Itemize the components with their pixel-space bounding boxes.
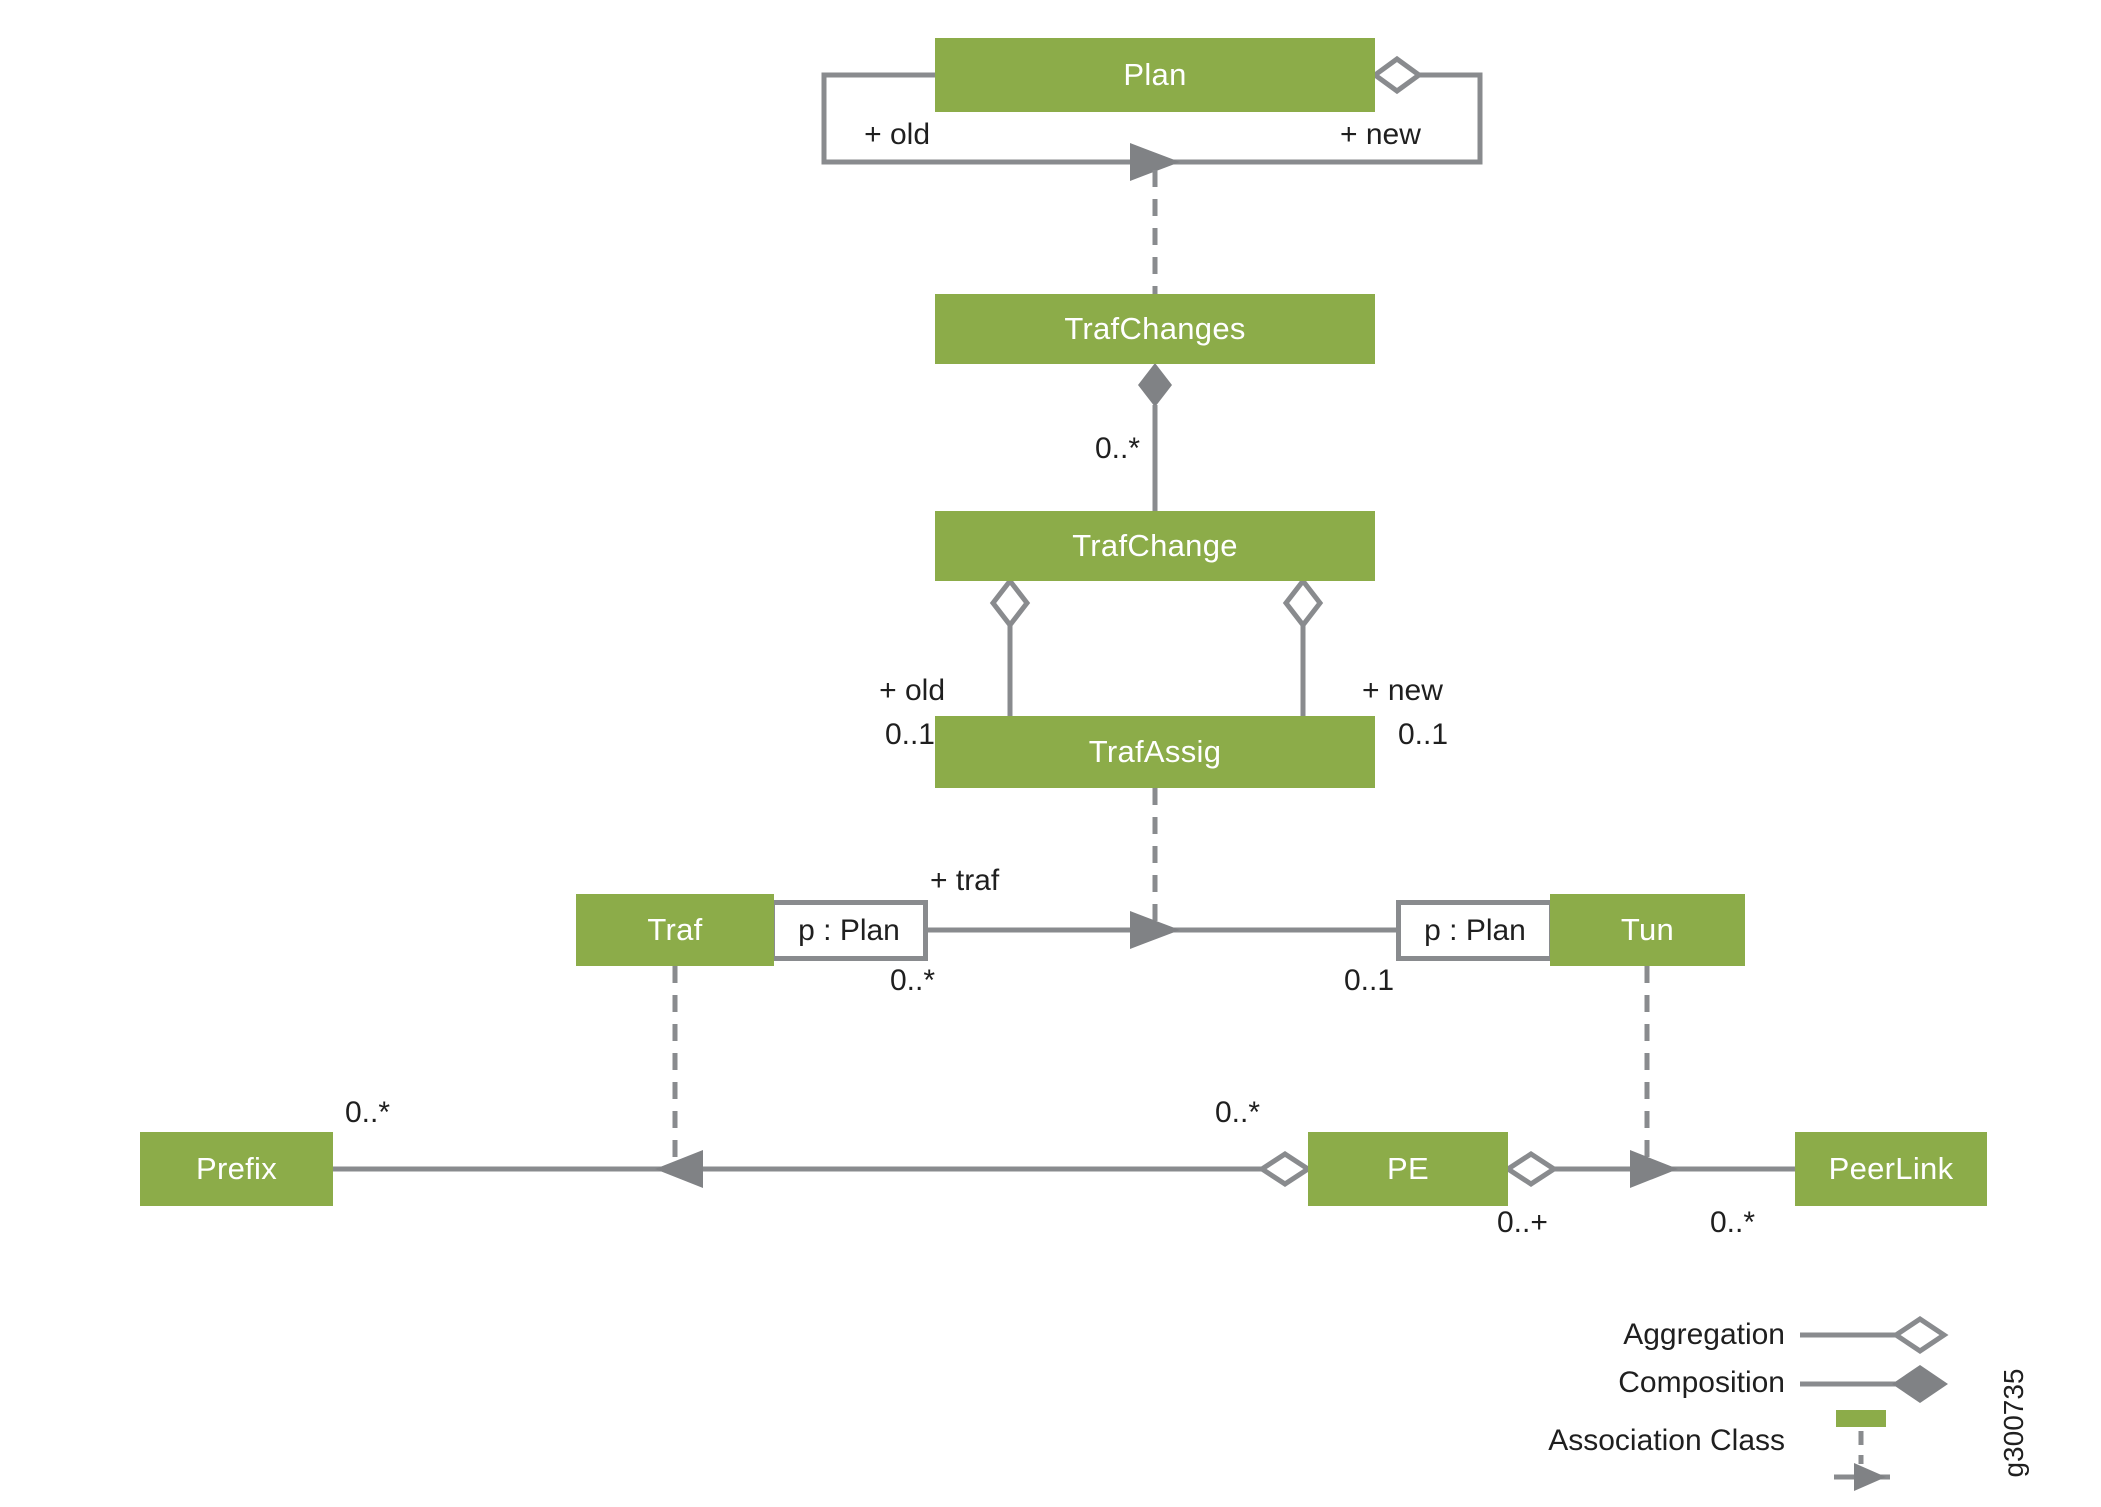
label-trafchange-new-role: + new xyxy=(1362,674,1443,707)
label-trafchanges-multiplicity: 0..* xyxy=(1094,432,1140,465)
label-plan-old-role: + old xyxy=(864,118,930,151)
label-trafchange-old-role: + old xyxy=(879,674,945,707)
pe-peerlink-association-arrow xyxy=(1630,1150,1678,1188)
trafchanges-composition-diamond xyxy=(1138,363,1172,407)
class-box-traf: Traf xyxy=(576,894,774,966)
class-box-pe: PE xyxy=(1308,1132,1508,1206)
class-box-trafchange: TrafChange xyxy=(935,511,1375,581)
label-peerlink-multiplicity: 0..* xyxy=(1710,1206,1756,1239)
label-pe-right-multiplicity: 0..+ xyxy=(1497,1206,1548,1239)
attribute-box-tun-p-plan: p : Plan xyxy=(1396,900,1554,961)
prefix-pe-association-arrow xyxy=(655,1150,703,1188)
class-box-peerlink: PeerLink xyxy=(1795,1132,1987,1206)
label-tun-multiplicity: 0..1 xyxy=(1344,964,1395,997)
class-box-trafassig: TrafAssig xyxy=(935,716,1375,788)
trafchange-old-aggregation-diamond xyxy=(993,581,1027,625)
label-prefix-multiplicity: 0..* xyxy=(345,1096,391,1129)
legend-aggregation-diamond xyxy=(1896,1319,1944,1351)
legend-association-class-label: Association Class xyxy=(1548,1424,1785,1457)
label-plan-new-role: + new xyxy=(1340,118,1421,151)
label-trafchange-old-multiplicity: 0..1 xyxy=(884,718,935,751)
class-box-trafchanges: TrafChanges xyxy=(935,294,1375,364)
pe-left-aggregation-diamond xyxy=(1262,1154,1308,1184)
pe-right-aggregation-diamond xyxy=(1508,1154,1554,1184)
figure-id: g300735 xyxy=(1998,1368,2029,1478)
legend-association-class-box xyxy=(1836,1410,1886,1427)
attribute-box-traf-p-plan: p : Plan xyxy=(770,900,928,961)
class-box-tun: Tun xyxy=(1550,894,1745,966)
label-trafchange-new-multiplicity: 0..1 xyxy=(1398,718,1449,751)
legend-association-class-arrowhead xyxy=(1854,1463,1886,1491)
class-box-prefix: Prefix xyxy=(140,1132,333,1206)
legend-composition-label: Composition xyxy=(1618,1366,1785,1399)
trafchange-new-aggregation-diamond xyxy=(1286,581,1320,625)
class-box-plan: Plan xyxy=(935,38,1375,112)
label-traf-multiplicity: 0..* xyxy=(889,964,935,997)
legend-composition-diamond xyxy=(1892,1365,1948,1403)
legend-aggregation-label: Aggregation xyxy=(1623,1318,1785,1351)
plan-aggregation-diamond xyxy=(1375,59,1419,91)
label-traf-role: + traf xyxy=(930,864,1000,897)
label-pe-left-multiplicity: 0..* xyxy=(1214,1096,1260,1129)
